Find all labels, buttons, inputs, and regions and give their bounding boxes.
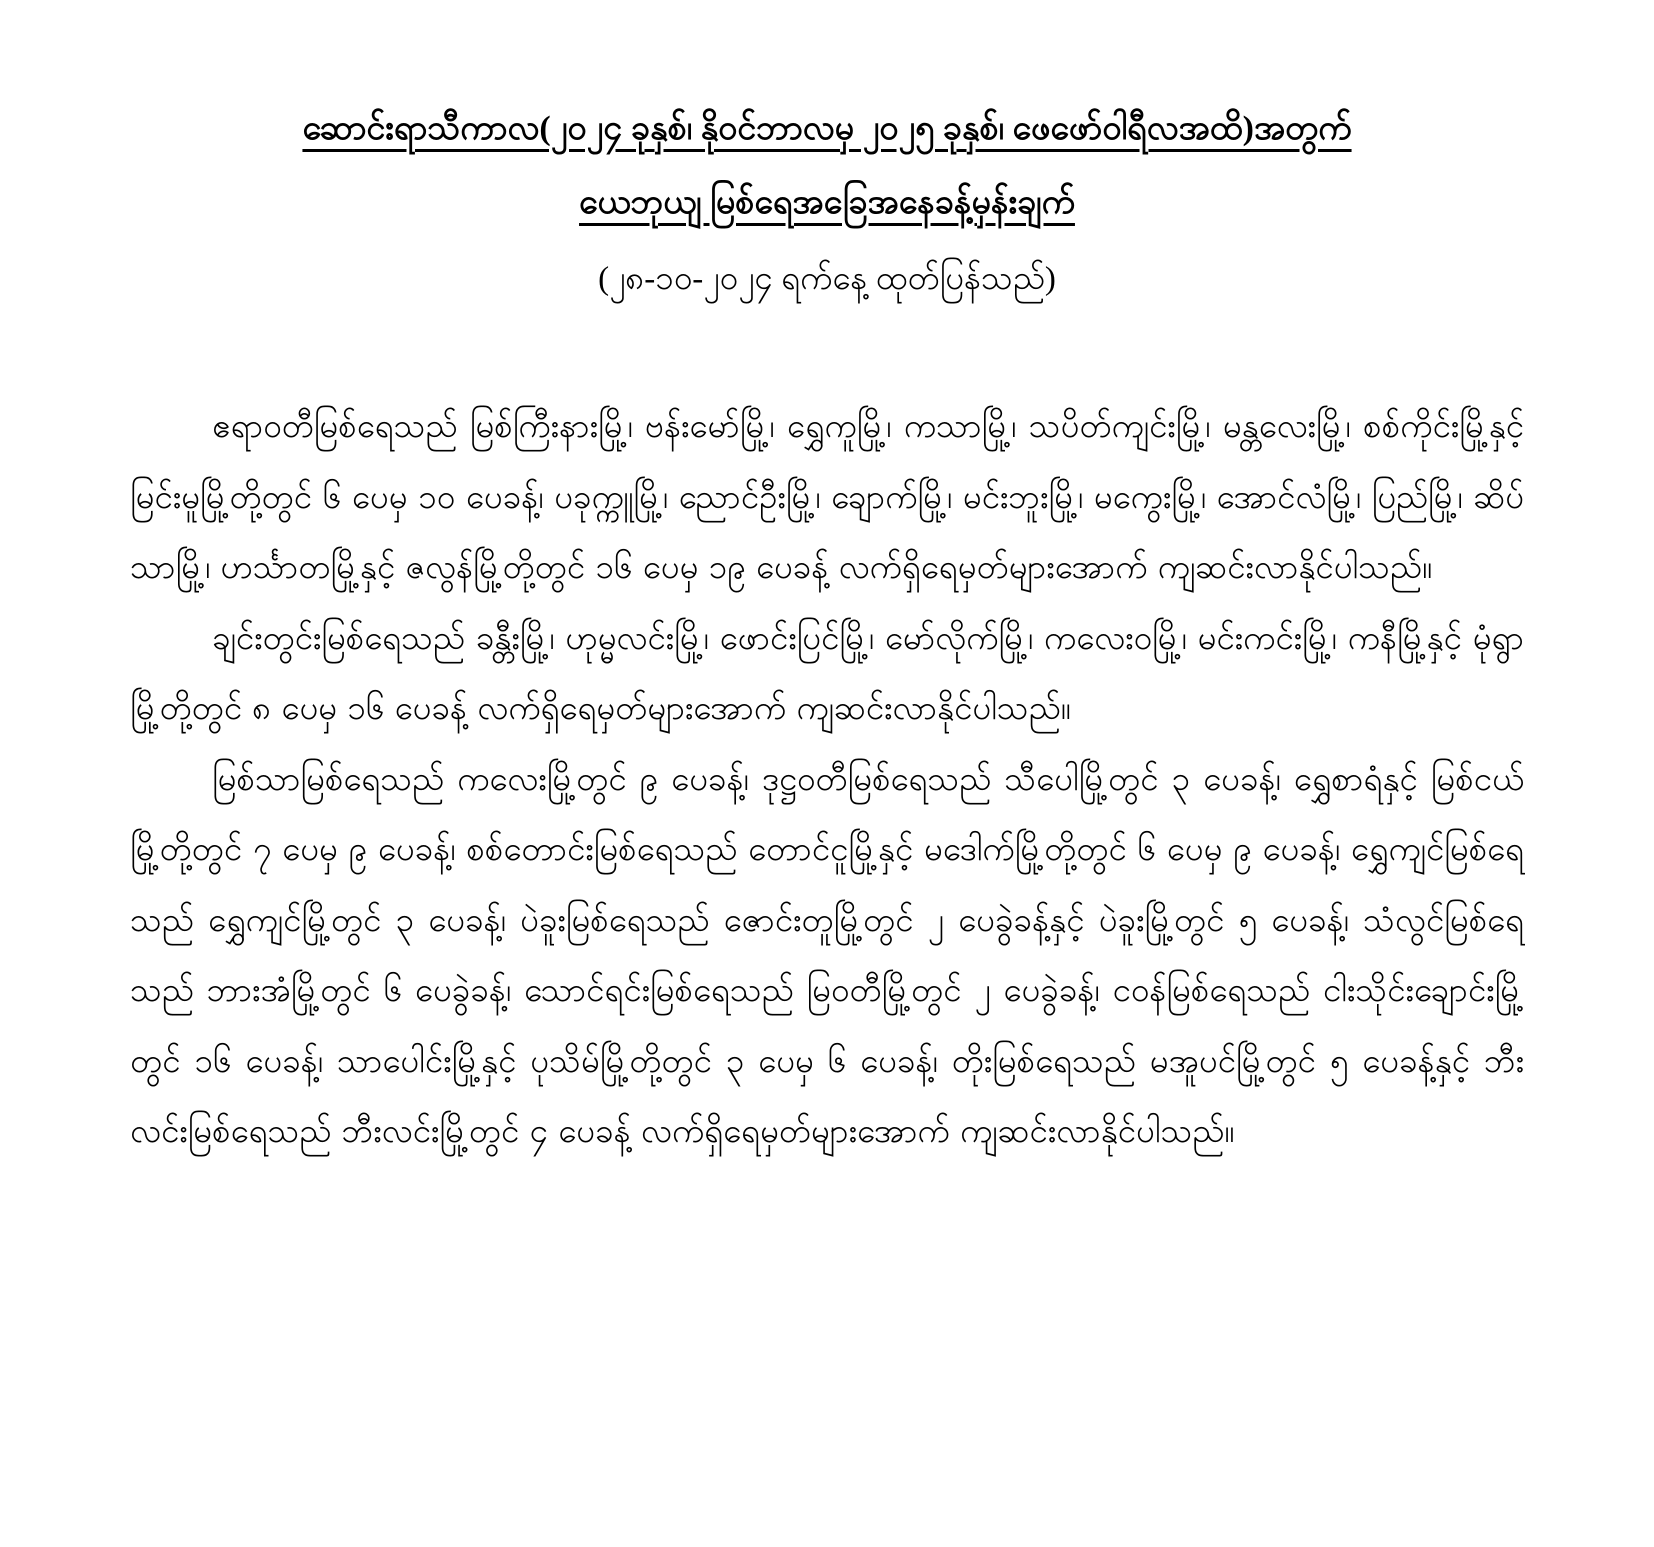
document-header xyxy=(130,92,1524,314)
document-title-line-1: ဆောင်းရာသီကာလ(၂၀၂၄ ခုနှစ်၊ နိုဝင်ဘာလမှ ၂၀၂၅ ခုနှစ်၊ ဖေဖော်ဝါရီလအထိ)အတွက် xyxy=(302,110,1352,147)
document-body xyxy=(130,392,1524,1168)
paragraph-chindwin-river-forecast: ချင်းတွင်းမြစ်ရေသည် ခန္တီးမြို့၊ ဟုမ္မလင်းမြို့၊ ဖောင်းပြင်မြို့၊ မော်လိုက်မြို့၊ ကလေးဝမြို့၊ မင်းကင်းမြို့၊ ကနီမြို့နှင့် မုံရွာမြို့တို့တွင် ၈ ပေမှ ၁၆ ပေခန့် လက်ရှိရေမှတ်များအောက် ကျဆင်းလာနိုင်ပါသည်။ xyxy=(130,620,1524,727)
document-issue-date: (၂၈-၁၀-၂၀၂၄ ရက်နေ့ ထုတ်ပြန်သည်) xyxy=(598,261,1056,297)
paragraph-other-rivers-forecast: မြစ်သာမြစ်ရေသည် ကလေးမြို့တွင် ၉ ပေခန့်၊ ဒုဋ္ဌဝတီမြစ်ရေသည် သီပေါမြို့တွင် ၃ ပေခန့်၊ ရွှေစာရံနှင့် မြစ်ငယ်မြို့တို့တွင် ၇ ပေမှ ၉ ပေခန့်၊ စစ်တောင်းမြစ်ရေသည် တောင်ငူမြို့နှင့် မဒေါက်မြို့တို့တွင် ၆ ပေမှ ၉ ပေခန့်၊ ရွှေကျင်မြစ်ရေသည် ရွှေကျင်မြို့တွင် ၃ ပေခန့်၊ ပဲခူးမြစ်ရေသည် ဇောင်းတူမြို့တွင် ၂ ပေခွဲခန့်နှင့် ပဲခူးမြို့တွင် ၅ ပေခန့်၊ သံလွင်မြစ်ရေသည် ဘားအံမြို့တွင် ၆ ပေခွဲခန့်၊ သောင်ရင်းမြစ်ရေသည် မြဝတီမြို့တွင် ၂ ပေခွဲခန့်၊ ငဝန်မြစ်ရေသည် ငါးသိုင်းချောင်းမြို့တွင် ၁၆ ပေခန့်၊ သာပေါင်းမြို့နှင့် ပုသိမ်မြို့တို့တွင် ၃ ပေမှ ၆ ပေခန့်၊ တိုးမြစ်ရေသည် မအူပင်မြို့တွင် ၅ ပေခန့်နှင့် ဘီးလင်းမြစ်ရေသည် ဘီးလင်းမြို့တွင် ၄ ပေခန့် လက်ရှိရေမှတ်များအောက် ကျဆင်းလာနိုင်ပါသည်။ xyxy=(130,761,1524,1150)
paragraph-ayeyarwady-river-forecast: ဧရာဝတီမြစ်ရေသည် မြစ်ကြီးနားမြို့၊ ဗန်းမော်မြို့၊ ရွှေကူမြို့၊ ကသာမြို့၊ သပိတ်ကျင်းမြို့၊ မန္တလေးမြို့၊ စစ်ကိုင်းမြို့နှင့် မြင်းမူမြို့တို့တွင် ၆ ပေမှ ၁၀ ပေခန့်၊ ပခုက္ကူမြို့၊ ညောင်ဦးမြို့၊ ချောက်မြို့၊ မင်းဘူးမြို့၊ မကွေးမြို့၊ အောင်လံမြို့၊ ပြည်မြို့၊ ဆိပ်သာမြို့၊ ဟင်္သာတမြို့နှင့် ဇလွန်မြို့တို့တွင် ၁၆ ပေမှ ၁၉ ပေခန့် လက်ရှိရေမှတ်များအောက် ကျဆင်းလာနိုင်ပါသည်။ xyxy=(130,409,1524,586)
document-title-line-2: ယေဘုယျ မြစ်ရေအခြေအနေခန့်မှန်းချက် xyxy=(579,184,1075,221)
